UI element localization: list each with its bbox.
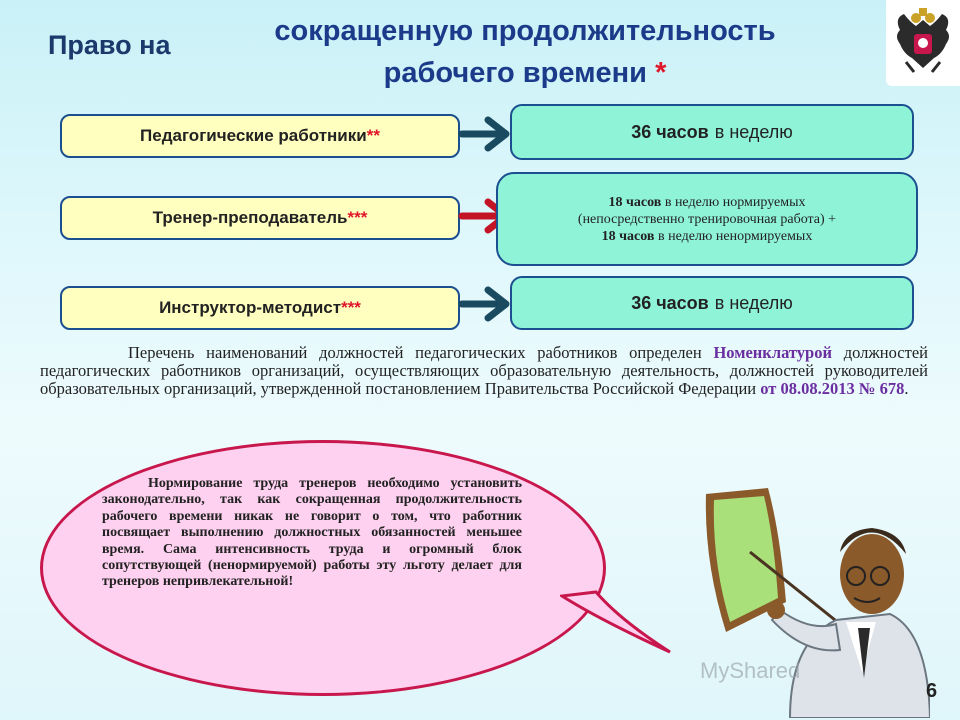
- hours-instructor-methodist: 36 часов в неделю: [510, 276, 914, 330]
- hours-line-3: 18 часов в неделю ненормируемых: [601, 228, 813, 244]
- role-pedagogical-workers: Педагогические работники **: [60, 114, 460, 158]
- arrow-right-icon: [458, 114, 516, 154]
- role-trainer-teacher: Тренер-преподаватель ***: [60, 196, 460, 240]
- teacher-pointing-illustration: [640, 482, 930, 718]
- page-title: [200, 10, 850, 94]
- nomenclature-link: Номенклатурой: [713, 343, 832, 362]
- watermark-text: MyShared: [700, 658, 801, 683]
- role-instructor-methodist: Инструктор-методист ***: [60, 286, 460, 330]
- bubble-text: Нормирование труда тренеров необходимо установить законодательно, так как сокращенная продолжительность рабочего времени никак не говорит о том, что работник посвящает выполнению должностных обязанностей меньшее время. Сама интенсивность труда и огромный блок сопутствующей (ненормируемой) работы эту льготу делает для тренеров непривлекательной!: [102, 476, 522, 590]
- hours-line-2: (непосредственно тренировочная работа) +: [577, 211, 837, 227]
- hours-trainer-teacher: [496, 172, 918, 266]
- nomenclature-paragraph: Перечень наименований должностей педагогических работников определен Номенклатурой должностей педагогических работников организаций, осуществляющих образовательную деятельность, должностей руководителей образовательных организаций, утвержденной постановлением Правительства Российской Федерации от 08.08.2013 № 678.: [40, 343, 928, 398]
- title-line-1: сокращенную продолжительность: [274, 15, 776, 47]
- decree-reference: от 08.08.2013 № 678: [760, 379, 905, 398]
- hours-line-1: 18 часов в неделю нормируемых: [608, 194, 806, 210]
- title-asterisk: *: [655, 57, 667, 89]
- page-number: 6: [926, 680, 938, 702]
- title-line-2: рабочего времени *: [383, 57, 667, 89]
- hours-pedagogical-workers: 36 часов в неделю: [510, 104, 914, 160]
- coat-of-arms-icon: [886, 0, 960, 86]
- arrow-right-icon: [458, 284, 516, 324]
- title-prefix: Право на: [48, 30, 171, 60]
